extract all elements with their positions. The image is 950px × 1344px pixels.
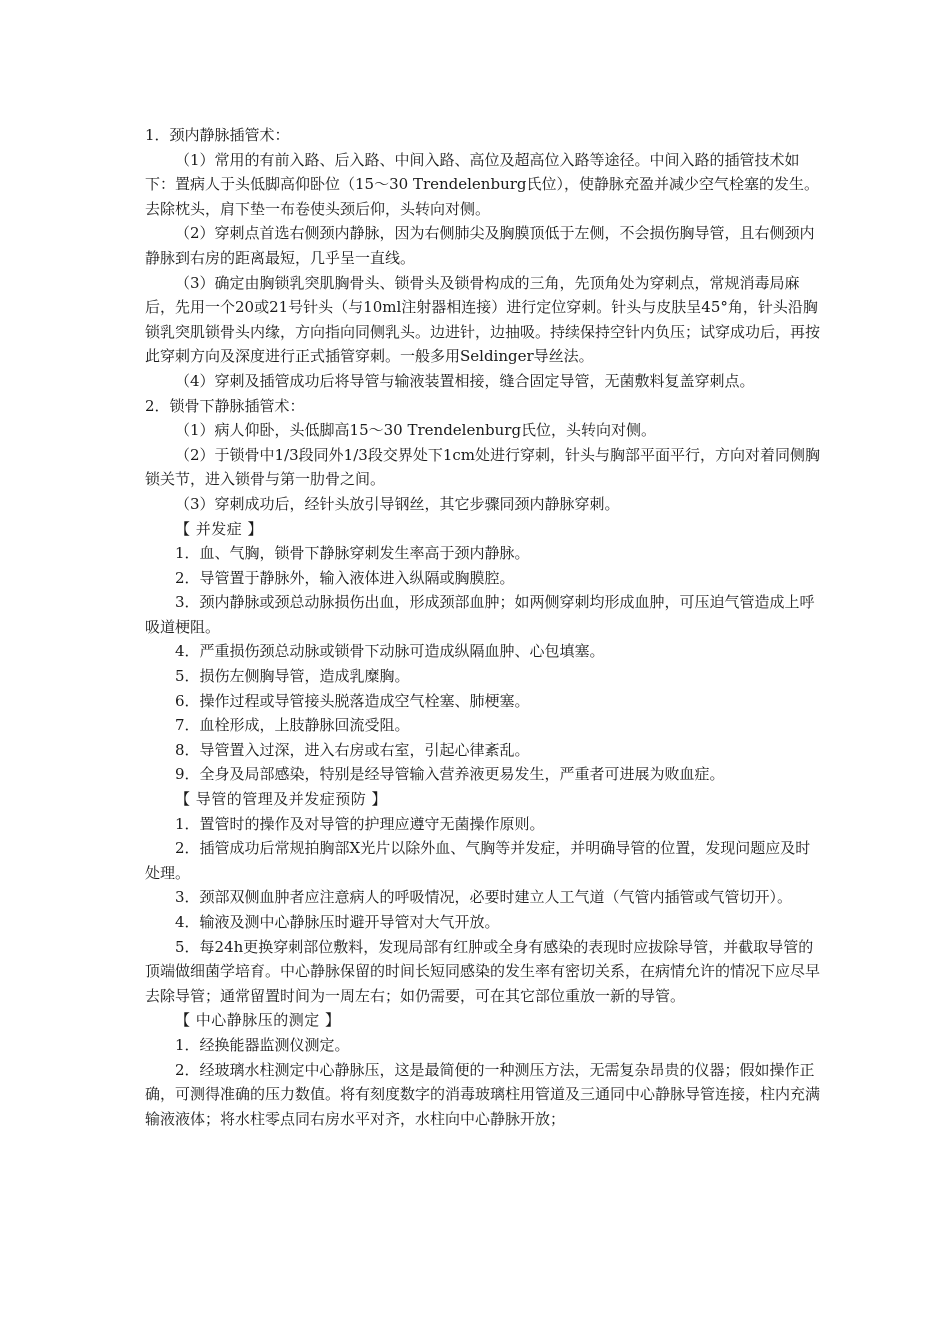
section-heading-jugular: 1．颈内静脉插管术： — [145, 126, 290, 144]
paragraph: （3）确定由胸锁乳突肌胸骨头、锁骨头及锁骨构成的三角，先顶角处为穿刺点，常规消毒局麻后，先用一个20或21号针头（与10ml注射器相连接）进行定位穿刺。针头与皮肤呈45°角，针头沿胸锁乳突肌锁骨头内缘，方向指向同侧乳头。边进针，边抽吸。持续保持空针内负压；试穿成功后，再按此穿刺方向及深度进行正式插管穿刺。一般多用Seldinger导丝法。 — [145, 273, 821, 366]
paragraph: （2）于锁骨中1/3段同外1/3段交界处下1cm处进行穿刺，针头与胸部平面平行，方向对着同侧胸锁关节，进入锁骨与第一肋骨之间。 — [145, 445, 820, 489]
list-item: 2．导管置于静脉外，输入液体进入纵隔或胸膜腔。 — [175, 568, 515, 587]
list-item: 4．严重损伤颈总动脉或锁骨下动脉可造成纵隔血肿、心包填塞。 — [175, 642, 605, 661]
list-item: 1．血、气胸，锁骨下静脉穿刺发生率高于颈内静脉。 — [175, 544, 530, 563]
list-item: 5．损伤左侧胸导管，造成乳糜胸。 — [175, 667, 410, 686]
paragraph: （3）穿刺成功后，经针头放引导钢丝，其它步骤同颈内静脉穿刺。 — [175, 494, 620, 513]
section-heading-cvp: 【 中心静脉压的测定 】 — [175, 1011, 341, 1030]
list-item: 7．血栓形成，上肢静脉回流受阻。 — [175, 716, 410, 735]
list-item: 2．经玻璃水柱测定中心静脉压，这是最简便的一种测压方法，无需复杂昂贵的仪器；假如操作正确，可测得准确的压力数值。将有刻度数字的消毒玻璃柱用管道及三通同中心静脉导管连接，柱内充满输液液体；将水柱零点同右房水平对齐，水柱向中心静脉开放； — [145, 1060, 821, 1128]
section-heading-management: 【 导管的管理及并发症预防 】 — [175, 790, 388, 809]
document-body — [145, 123, 825, 1131]
list-item: 3．颈内静脉或颈总动脉损伤出血，形成颈部血肿；如两侧穿刺均形成血肿，可压迫气管造成上呼吸道梗阻。 — [145, 593, 815, 636]
list-item: 8．导管置入过深，进入右房或右室，引起心律紊乱。 — [175, 740, 530, 759]
list-item: 1．经换能器监测仪测定。 — [175, 1035, 350, 1054]
paragraph: （1）常用的有前入路、后入路、中间入路、高位及超高位入路等途径。中间入路的插管技术如下：置病人于头低脚高仰卧位（15～30 Trendelenburg氏位），使静脉充盈并减少空气栓塞的发生。去除枕头，肩下垫一布卷使头颈后仰，头转向对侧。 — [145, 150, 820, 218]
list-item: 1．置管时的操作及对导管的护理应遵守无菌操作原则。 — [175, 814, 545, 833]
paragraph: （2）穿刺点首选右侧颈内静脉，因为右侧肺尖及胸膜顶低于左侧，不会损伤胸导管，且右侧颈内静脉到右房的距离最短，几乎呈一直线。 — [145, 224, 815, 267]
list-item: 2．插管成功后常规拍胸部X光片以除外血、气胸等并发症，并明确导管的位置，发现问题应及时处理。 — [145, 839, 811, 882]
list-item: 4．输液及测中心静脉压时避开导管对大气开放。 — [175, 913, 500, 931]
list-item: 3．颈部双侧血肿者应注意病人的呼吸情况，必要时建立人工气道（气管内插管或气管切开）。 — [175, 888, 793, 907]
section-heading-complications: 【 并发症 】 — [175, 519, 264, 538]
section-heading-subclavian: 2．锁骨下静脉插管术： — [145, 396, 305, 415]
paragraph: （1）病人仰卧，头低脚高15～30 Trendelenburg氏位，头转向对侧。 — [175, 421, 657, 440]
list-item: 9．全身及局部感染，特别是经导管输入营养液更易发生，严重者可进展为败血症。 — [175, 765, 725, 784]
list-item: 6．操作过程或导管接头脱落造成空气栓塞、肺梗塞。 — [175, 691, 530, 710]
list-item: 5．每24h更换穿刺部位敷料，发现局部有红肿或全身有感染的表现时应拔除导管，并截取导管的顶端做细菌学培育。中心静脉保留的时间长短同感染的发生率有密切关系，在病情允许的情况下应尽早去除导管；通常留置时间为一周左右；如仍需要，可在其它部位重放一新的导管。 — [145, 937, 821, 1005]
paragraph: （4）穿刺及插管成功后将导管与输液装置相接，缝合固定导管，无菌敷料复盖穿刺点。 — [175, 371, 755, 390]
